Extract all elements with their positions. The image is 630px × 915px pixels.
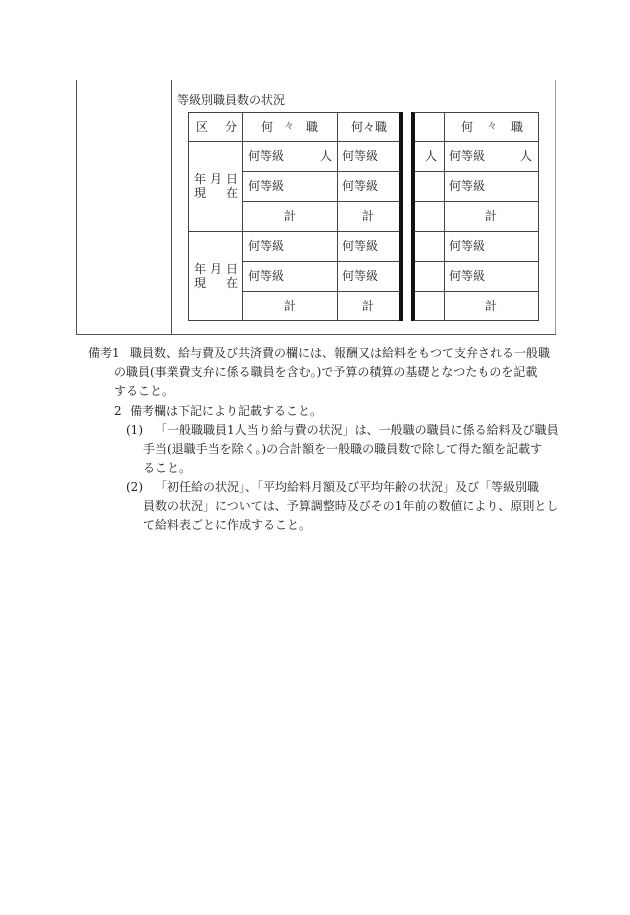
header-col2: 何々職 — [351, 120, 388, 134]
note2-label: 2 — [114, 404, 122, 418]
g1r1-col3-unit: 人 — [425, 149, 438, 163]
table-top-border-left — [188, 112, 400, 113]
g1r2-col1: 何等級 — [248, 179, 285, 193]
header-col1-2: 々 — [284, 121, 294, 132]
header-col1-3: 職 — [306, 120, 319, 134]
g1r1-col4: 何等級 — [449, 149, 486, 163]
group1-date-day: 日 — [226, 172, 239, 186]
header-col4-1: 何 — [461, 120, 474, 134]
g1r3-col2: 計 — [362, 209, 375, 223]
row-line — [242, 261, 400, 262]
section-title: 等級別職員数の状況 — [177, 93, 286, 107]
g2r2-col4: 何等級 — [449, 269, 486, 283]
kubun-col-divider — [242, 112, 243, 321]
header-kubun-1: 区 — [196, 120, 209, 134]
note1-label: 備考1 — [88, 346, 120, 360]
g2r2-col2: 何等級 — [342, 269, 379, 283]
table-top-border-right — [414, 112, 539, 113]
col1-col2-divider — [337, 112, 338, 321]
header-kubun-2: 分 — [225, 120, 238, 134]
g1r2-col2: 何等級 — [342, 179, 379, 193]
header-bottom-line — [188, 141, 400, 142]
g2r3-col1: 計 — [284, 299, 297, 313]
row-line — [242, 291, 400, 292]
row-line — [414, 201, 539, 202]
group1-date-month: 月 — [210, 172, 223, 186]
header-col4-2: 々 — [487, 121, 497, 132]
note2-text: 備考欄は下記により記載すること。 — [130, 404, 323, 418]
frame-right-border — [555, 80, 556, 334]
sub2-line-2: 員数の状況」については、予算調整時及びその1年前の数値により、原則とし — [143, 499, 559, 513]
g2r1-col2: 何等級 — [342, 239, 379, 253]
note1-line-3: すること。 — [114, 384, 175, 398]
sub2-label: (2) — [126, 480, 143, 494]
g1r3-col1: 計 — [284, 209, 297, 223]
sub1-line-2: 手当(退職手当を除く。)の合計額を一般職の職員数で除して得た額を記載す — [143, 442, 543, 456]
group-divider-line — [188, 231, 400, 232]
g1r1-col4-unit: 人 — [520, 149, 533, 163]
group2-date-day: 日 — [226, 262, 239, 276]
g2r1-col4: 何等級 — [449, 239, 486, 253]
sub2-line-1: 「初任給の状況」、「平均給料月額及び平均年齢の状況」及び「等級別職 — [155, 480, 540, 494]
col3-col4-divider — [444, 112, 445, 321]
table-bottom-border-right — [414, 320, 539, 321]
group1-genzai-1: 現 — [194, 186, 207, 200]
note1-line-2: の職員(事業費支弁に係る職員を含む。)で予算の積算の基礎となつたものを記載 — [114, 365, 538, 379]
g1r3-col4: 計 — [485, 209, 498, 223]
frame-left-border — [76, 80, 77, 334]
g1r2-col4: 何等級 — [449, 179, 486, 193]
g1r1-col1: 何等級 — [248, 149, 285, 163]
row-line — [414, 291, 539, 292]
g2r1-col1: 何等級 — [248, 239, 285, 253]
group1-date-year: 年 — [194, 172, 207, 186]
group2-genzai-2: 在 — [226, 276, 239, 290]
group2-genzai-1: 現 — [194, 276, 207, 290]
g2r2-col1: 何等級 — [248, 269, 285, 283]
group1-genzai-2: 在 — [226, 186, 239, 200]
table-left-border — [188, 112, 189, 321]
row-line — [242, 201, 400, 202]
note1-line-1: 職員数、給与費及び共済費の欄には、報酬又は給料をもつて支弁される一般職 — [130, 346, 551, 360]
header-bottom-line-right — [414, 141, 539, 142]
g1r1-col1-unit: 人 — [320, 149, 333, 163]
row-line — [414, 231, 539, 232]
frame-column-divider — [171, 80, 172, 334]
g2r3-col4: 計 — [485, 299, 498, 313]
sub1-line-3: ること。 — [143, 461, 192, 475]
g2r3-col2: 計 — [362, 299, 375, 313]
table-right-border — [538, 112, 539, 321]
group2-date-year: 年 — [194, 262, 207, 276]
group2-date-month: 月 — [210, 262, 223, 276]
break-bar-right — [411, 112, 415, 321]
sub1-line-1: 「一般職職員1人当り給与費の状況」は、一般職の職員に係る給料及び職員 — [155, 423, 559, 437]
g1r1-col2: 何等級 — [342, 149, 379, 163]
break-bar-left — [399, 112, 403, 321]
header-col4-3: 職 — [511, 120, 524, 134]
row-line — [242, 171, 400, 172]
sub1-label: (1) — [126, 423, 143, 437]
sub2-line-3: て給料表ごとに作成すること。 — [143, 518, 312, 532]
frame-bottom-border — [76, 334, 556, 335]
header-col1-1: 何 — [261, 120, 274, 134]
table-bottom-border-left — [188, 320, 400, 321]
row-line — [414, 171, 539, 172]
row-line — [414, 261, 539, 262]
